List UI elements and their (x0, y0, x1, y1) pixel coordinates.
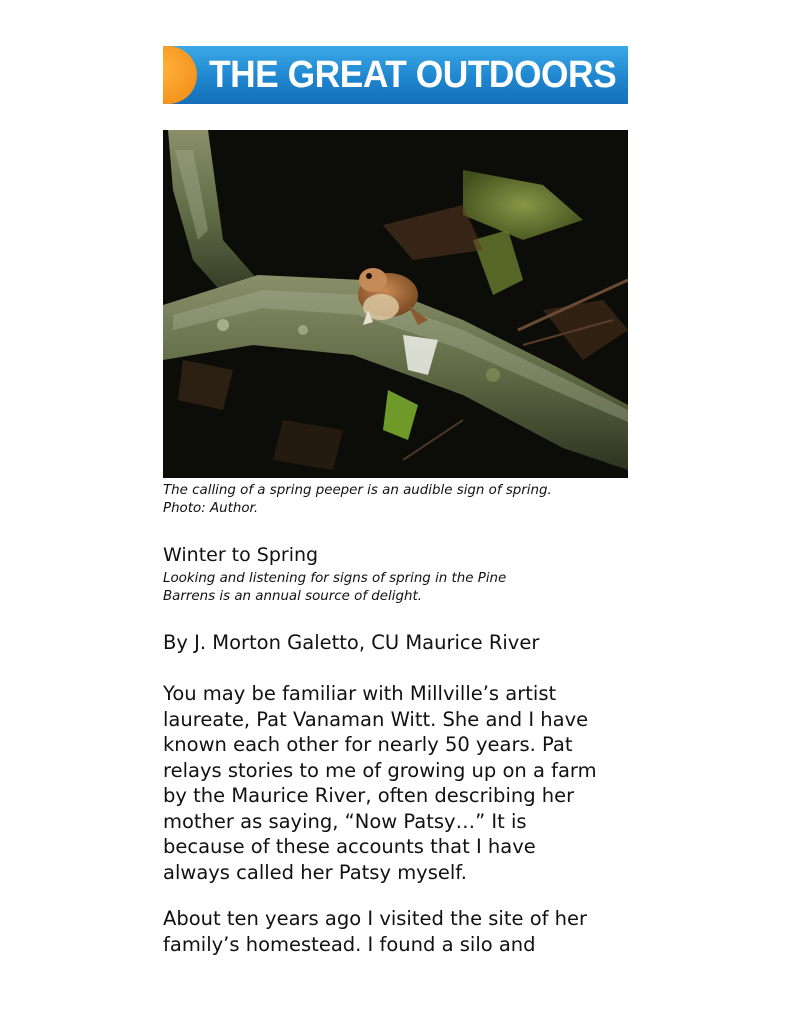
body-line: mother as saying, “Now Patsy…” It is (163, 809, 527, 833)
article-headline: Winter to Spring (163, 544, 319, 566)
body-line: family’s homestead. I found a silo and (163, 932, 536, 956)
body-line: always called her Patsy myself. (163, 860, 467, 884)
body-line: laureate, Pat Vanaman Witt. She and I have (163, 707, 589, 731)
body-paragraph (163, 681, 643, 885)
spring-peeper-photo (163, 130, 628, 478)
body-line: by the Maurice River, often describing her (163, 784, 575, 807)
body-line: because of these accounts that I have (163, 835, 536, 858)
masthead-title: THE GREAT OUTDOORS (209, 54, 617, 96)
article-byline: By J. Morton Galetto, CU Maurice River (163, 631, 540, 654)
orange-circle-logo (163, 46, 197, 104)
dek-line: Barrens is an annual source of delight. (163, 589, 422, 604)
body-line: About ten years ago I visited the site of her (163, 907, 588, 930)
masthead-banner (163, 46, 628, 104)
caption-line: The calling of a spring peeper is an audible sign of spring. (163, 483, 552, 498)
dek-line: Looking and listening for signs of spring in the Pine (163, 571, 507, 586)
body-line: known each other for nearly 50 years. Pat (163, 733, 573, 756)
photo-caption (163, 482, 633, 518)
body-line: You may be familiar with Millville’s artist (163, 682, 557, 705)
body-line: relays stories to me of growing up on a farm (163, 758, 597, 782)
body-paragraph (163, 906, 643, 957)
caption-line: Photo: Author. (163, 501, 259, 516)
article-dek (163, 570, 623, 606)
